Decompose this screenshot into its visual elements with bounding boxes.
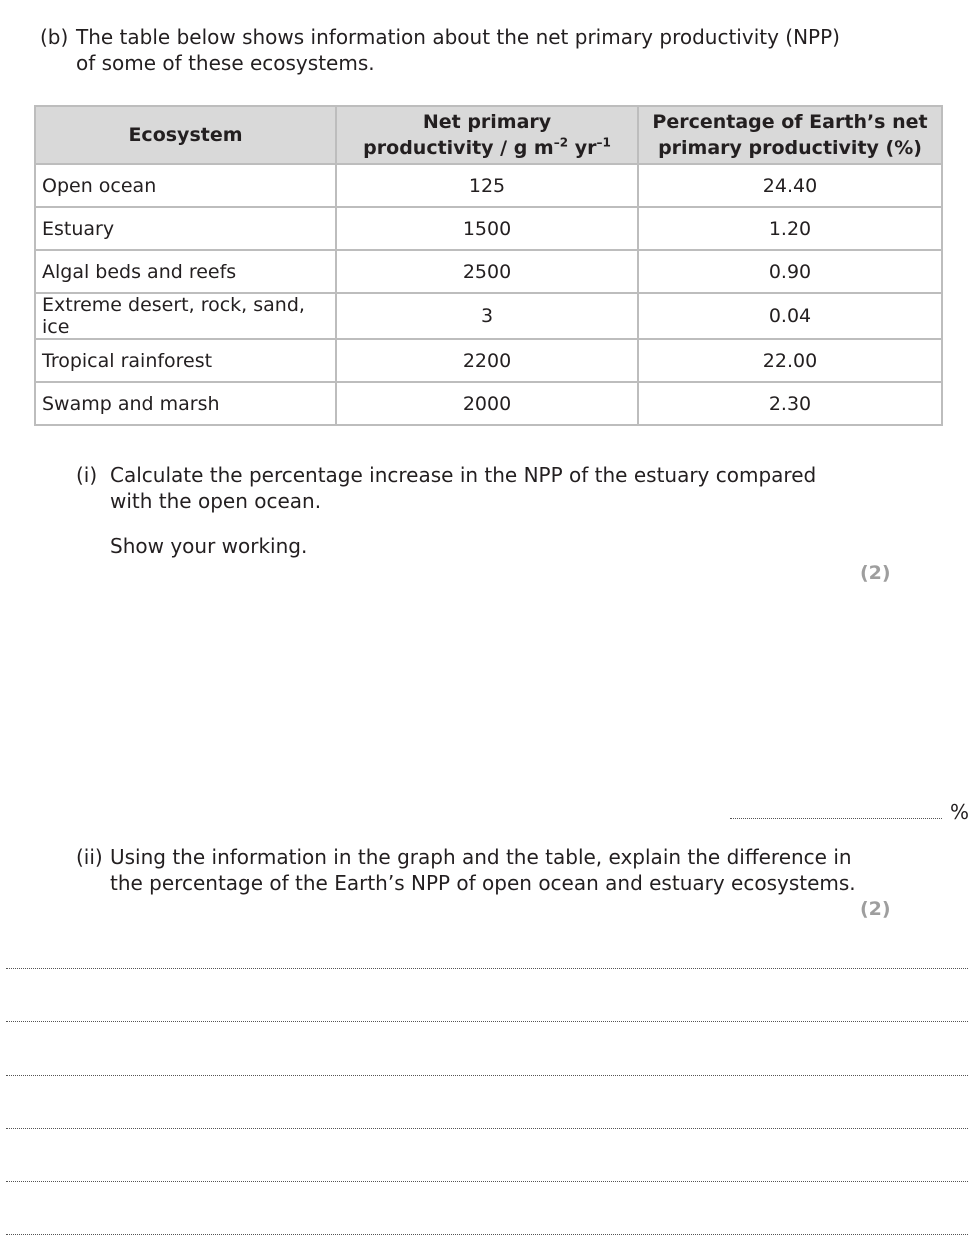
table-row — [35, 339, 942, 382]
npp-cell: 2500 — [336, 250, 638, 293]
npp-cell: 125 — [336, 164, 638, 207]
question-i — [76, 462, 836, 514]
table-row — [35, 164, 942, 207]
percent-cell: 22.00 — [638, 339, 942, 382]
question-ii — [76, 844, 866, 896]
question-ii-marks: (2) — [860, 898, 891, 920]
question-i-label: (i) — [76, 463, 98, 487]
ecosystem-cell: Algal beds and reefs — [35, 250, 336, 293]
question-ii-text: Using the information in the graph and the table, explain the difference in the percentage of the Earth’s NPP of open ocean and estuary ecosystems. — [110, 845, 856, 895]
table-row — [35, 250, 942, 293]
header-ecosystem: Ecosystem — [35, 106, 336, 164]
question-i-marks: (2) — [860, 562, 891, 584]
percent-cell: 1.20 — [638, 207, 942, 250]
part-b-label: (b) — [40, 25, 69, 49]
answer-line[interactable] — [6, 1234, 968, 1235]
npp-cell: 1500 — [336, 207, 638, 250]
percent-cell: 2.30 — [638, 382, 942, 425]
question-i-instruction: Show your working. — [110, 534, 308, 558]
header-npp-mid: yr — [568, 137, 597, 159]
percent-cell: 24.40 — [638, 164, 942, 207]
header-npp-line1: Net primary — [422, 111, 552, 133]
answer-line[interactable] — [6, 1128, 968, 1129]
ecosystem-cell: Estuary — [35, 207, 336, 250]
npp-cell: 2200 — [336, 339, 638, 382]
answer-line-percent[interactable] — [730, 818, 942, 819]
ecosystem-cell: Swamp and marsh — [35, 382, 336, 425]
answer-line[interactable] — [6, 1075, 968, 1076]
answer-line[interactable] — [6, 1021, 968, 1022]
part-b-text: The table below shows information about the net primary productivity (NPP) of some of these ecosystems. — [76, 25, 840, 75]
header-percentage — [638, 106, 942, 164]
percent-cell: 0.04 — [638, 293, 942, 339]
header-npp-exp2: –1 — [596, 135, 611, 150]
table-row — [35, 382, 942, 425]
table-row — [35, 293, 942, 339]
header-percentage-line2: primary productivity (%) — [658, 137, 922, 159]
npp-table — [34, 105, 943, 426]
answer-line[interactable] — [6, 968, 968, 969]
npp-cell: 3 — [336, 293, 638, 339]
part-b-intro — [40, 24, 860, 76]
answer-line[interactable] — [6, 1181, 968, 1182]
ecosystem-cell: Extreme desert, rock, sand, ice — [35, 293, 336, 339]
table-header-row — [35, 106, 942, 164]
table-row — [35, 207, 942, 250]
percent-cell: 0.90 — [638, 250, 942, 293]
npp-cell: 2000 — [336, 382, 638, 425]
ecosystem-cell: Open ocean — [35, 164, 336, 207]
header-npp-line2-prefix: productivity / g m — [363, 137, 554, 159]
header-npp-exp1: –2 — [553, 135, 569, 150]
percent-unit: % — [950, 800, 970, 824]
header-npp — [336, 106, 638, 164]
ecosystem-cell: Tropical rainforest — [35, 339, 336, 382]
question-i-text: Calculate the percentage increase in the NPP of the estuary compared with the open ocean. — [110, 463, 817, 513]
question-ii-label: (ii) — [76, 845, 103, 869]
header-percentage-line1: Percentage of Earth’s net — [652, 111, 928, 133]
